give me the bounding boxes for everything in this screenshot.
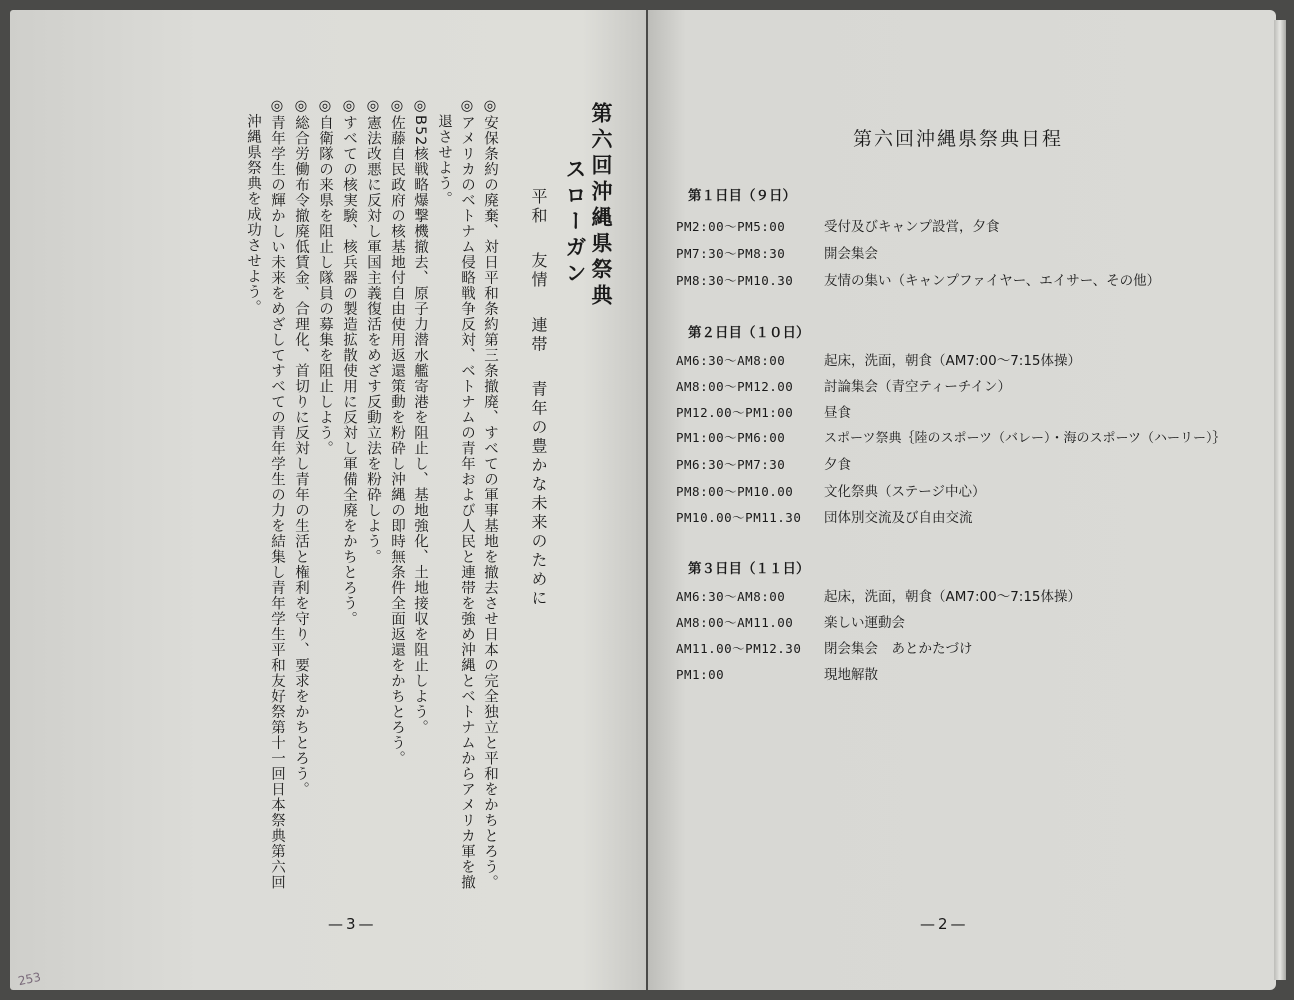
schedule-time: PM8:30〜PM10.30 — [676, 273, 794, 288]
page-number-left: —3— — [328, 915, 377, 933]
schedule-row — [676, 637, 973, 657]
schedule-time: PM7:30〜PM8:30 — [676, 246, 786, 261]
schedule-row — [676, 453, 851, 473]
slogan-item: ◎自衛隊の来県を阻止し隊員の募集を阻止しよう。 — [317, 98, 333, 456]
slogan-title-line2: スローガン — [563, 158, 587, 288]
schedule-row — [676, 375, 1011, 395]
schedule-row — [676, 242, 878, 262]
schedule-row — [676, 585, 1081, 605]
schedule-row — [676, 480, 985, 500]
schedule-time: PM2:00〜PM5:00 — [676, 219, 786, 234]
schedule-row — [676, 349, 1081, 369]
schedule-time: AM8:00〜AM11.00 — [676, 615, 794, 630]
right-page-schedule — [648, 10, 1276, 990]
schedule-desc: 楽しい運動会 — [824, 615, 905, 631]
schedule-desc: 現地解散 — [824, 667, 878, 683]
schedule-desc: 開会集会 — [824, 246, 878, 262]
slogan-item: 退させよう。 — [436, 98, 452, 207]
page-edge — [1274, 20, 1286, 980]
schedule-row — [676, 611, 905, 631]
motto-word: 連帯 — [529, 316, 548, 355]
day-heading: 第３日目（１１日） — [688, 561, 810, 577]
schedule-desc: 昼食 — [824, 405, 851, 421]
slogan-item: ◎安保条約の廃棄、対日平和条約第三条撤廃、すべての軍事基地を撤去させ日本の完全独立と平和をかちとろう。 — [482, 98, 498, 890]
schedule-desc: 起床，洗面，朝食（AM7:00〜7:15体操） — [824, 589, 1082, 605]
slogan-item: ◎アメリカのベトナム侵略戦争反対、ベトナムの青年および人民と連帯を強め沖縄とベトナムからアメリカ軍を撤 — [459, 98, 475, 890]
schedule-row — [676, 401, 851, 421]
schedule-desc: 起床，洗面，朝食（AM7:00〜7:15体操） — [824, 353, 1082, 369]
slogan-item: ◎憲法改悪に反対し軍国主義復活をめざす反動立法を粉砕しよう。 — [365, 98, 381, 565]
schedule-row — [676, 663, 878, 683]
motto-word: 青年の豊かな未来のために — [529, 380, 548, 609]
schedule-desc: 討論集会（青空ティーチイン） — [824, 379, 1011, 395]
schedule-desc: 受付及びキャンプ設営，夕食 — [824, 219, 1000, 235]
archive-mark: 253 — [16, 969, 43, 989]
slogan-motto — [527, 188, 550, 608]
schedule-time: AM6:30〜AM8:00 — [676, 589, 786, 604]
day-heading: 第２日目（１０日） — [688, 325, 810, 341]
slogan-item: 沖縄県祭典を成功させよう。 — [245, 98, 261, 315]
schedule-time: PM8:00〜PM10.00 — [676, 484, 794, 499]
schedule-row — [676, 215, 1000, 235]
schedule-time: AM11.00〜PM12.30 — [676, 641, 802, 656]
schedule-desc: スポーツ祭典｛陸のスポーツ（バレー）・海のスポーツ（ハーリー）｝ — [824, 431, 1226, 446]
schedule-desc: 閉会集会 あとかたづけ — [824, 641, 973, 657]
schedule-time: AM6:30〜AM8:00 — [676, 353, 786, 368]
slogan-item: ◎青年学生の輝かしい未来をめざしてすべての青年学生の力を結集し青年学生平和友好祭第十一回日本祭典第六回 — [269, 98, 285, 890]
day-heading: 第１日目（９日） — [688, 188, 796, 204]
schedule-desc: 文化祭典（ステージ中心） — [824, 484, 986, 500]
schedule-row — [676, 506, 973, 526]
schedule-time: PM10.00〜PM11.30 — [676, 510, 802, 525]
schedule-row — [676, 269, 1160, 289]
motto-word: 平和 — [529, 188, 548, 226]
slogan-item: ◎佐藤自民政府の核基地付自由使用返還策動を粉砕し沖縄の即時無条件全面返還をかちとろう。 — [389, 98, 405, 766]
schedule-time: PM1:00〜PM6:00 — [676, 430, 786, 445]
schedule-desc: 団体別交流及び自由交流 — [824, 510, 973, 526]
slogan-item: ◎B52核戦略爆撃機撤去、原子力潜水艦寄港を阻止し、基地強化、土地接収を阻止しよう。 — [412, 98, 428, 736]
page-number-right: —2— — [920, 915, 969, 933]
schedule-time: AM8:00〜PM12.00 — [676, 379, 794, 394]
schedule-row — [676, 427, 1225, 446]
slogan-item: ◎すべての核実験、核兵器の製造拡散使用に反対し軍備全廃をかちとろう。 — [341, 98, 357, 627]
slogan-item: ◎総合労働布令撤廃低賃金、合理化、首切りに反対し青年の生活と権利を守り、要求をかちとろう。 — [293, 98, 309, 797]
schedule-title: 第六回沖縄県祭典日程 — [853, 128, 1064, 150]
motto-word: 友情 — [529, 252, 548, 291]
left-page-slogans — [10, 10, 646, 990]
slogan-title-line1: 第六回沖縄県祭典 — [589, 102, 613, 310]
schedule-time: PM1:00 — [676, 667, 725, 682]
schedule-desc: 友情の集い（キャンプファイヤー、エイサー、その他） — [824, 273, 1161, 289]
schedule-desc: 夕食 — [824, 457, 851, 473]
schedule-time: PM12.00〜PM1:00 — [676, 405, 794, 420]
schedule-time: PM6:30〜PM7:30 — [676, 457, 786, 472]
